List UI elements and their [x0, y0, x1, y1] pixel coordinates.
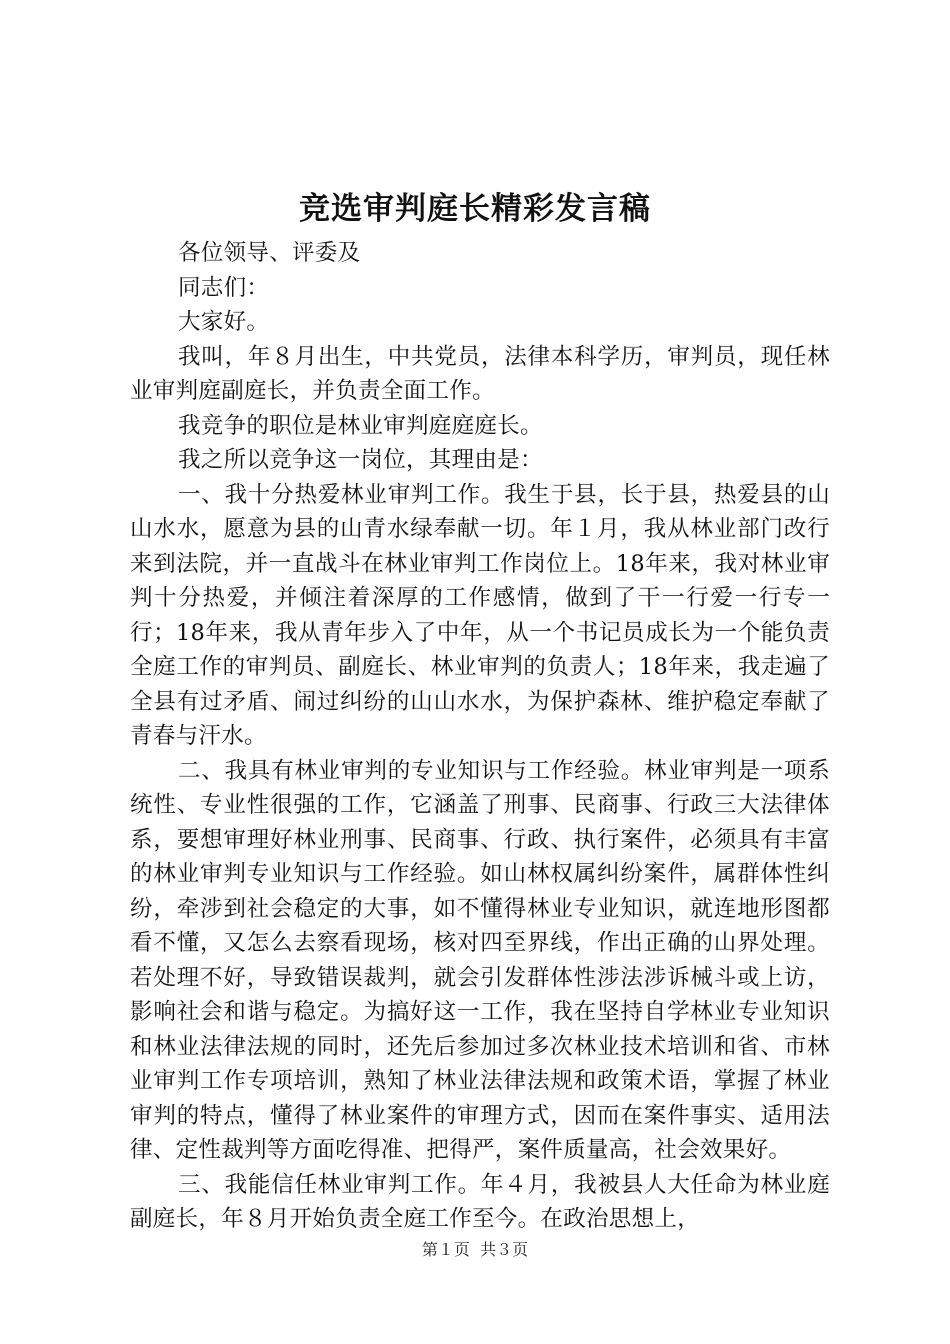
paragraph-greeting: 大家好。 — [178, 309, 270, 335]
paragraph-reason-1: 一、我十分热爱林业审判工作。我生于县，长于县，热爱县的山山水水，愿意为县的山青水绿奉献一切。年１月，我从林业部门改行来到法院，并一直战斗在林业审判工作岗位上。18年来，我对林业审判十分热爱，并倾注着深厚的工作感情，做到了干一行爱一行专一行；18年来，我从青年步入了中年，从一个书记员成长为一个能负责全庭工作的审判员、副庭长、林业审判的负责人；18年来，我走遍了全县有过矛盾、闹过纠纷的山山水水，为保护森林、维护稳定奉献了青春与汗水。 — [130, 481, 830, 749]
page-footer — [0, 1238, 950, 1262]
paragraph-reasons-intro: 我之所以竞争这一岗位，其理由是： — [178, 447, 543, 473]
paragraph-position: 我竞争的职位是林业审判庭庭庭长。 — [178, 412, 543, 439]
page-number: 第１页 — [421, 1240, 470, 1259]
page-total: 共３页 — [480, 1240, 529, 1259]
paragraph-reason-2: 二、我具有林业审判的专业知识与工作经验。林业审判是一项系统性、专业性很强的工作，它涵盖了刑事、民商事、行政三大法律体系，要想审理好林业刑事、民商事、行政、执行案件，必须具有丰富的林业审判专业知识与工作经验。如山林权属纠纷案件，属群体性纠纷，牵涉到社会稳定的大事，如不懂得林业专业知识，就连地形图都看不懂，又怎么去察看现场，核对四至界线，作出正确的山界处理。若处理不好，导致错误裁判，就会引发群体性涉法涉诉械斗或上访，影响社会和谐与稳定。为搞好这一工作，我在坚持自学林业专业知识和林业法律法规的同时，还先后参加过多次林业技术培训和省、市林业审判工作专项培训，熟知了林业法律法规和政策术语，掌握了林业审判的特点，懂得了林业案件的审理方式，因而在案件事实、适用法律、定性裁判等方面吃得准、把得严，案件质量高，社会效果好。 — [130, 757, 830, 1163]
document-title: 竞选审判庭长精彩发言稿 — [299, 191, 651, 227]
paragraph-self-intro: 我叫，年８月出生，中共党员，法律本科学历，审判员，现任林业审判庭副庭长，并负责全面工作。 — [130, 343, 830, 404]
document-body — [130, 236, 830, 1237]
paragraph-reason-3: 三、我能信任林业审判工作。年４月，我被县人大任命为林业庭副庭长，年８月开始负责全庭工作至今。在政治思想上， — [130, 1171, 830, 1232]
paragraph-salutation-1: 各位领导、评委及 — [178, 240, 361, 266]
paragraph-salutation-2: 同志们： — [178, 274, 270, 301]
